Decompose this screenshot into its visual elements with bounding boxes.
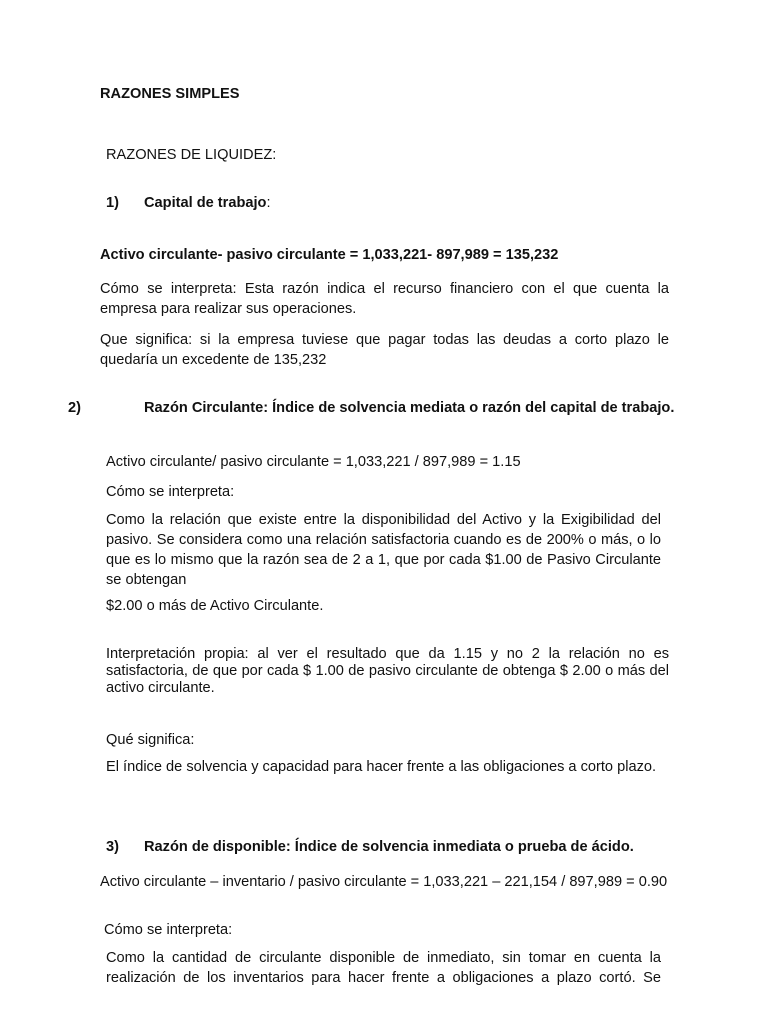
item3-heading-text: Razón de disponible: Índice de solvencia inmediata o prueba de ácido.	[144, 839, 634, 855]
item2-interpretation-label: Cómo se interpreta:	[106, 484, 235, 500]
item2-own-interpretation: Interpretación propia: al ver el resultado que da 1.15 y no 2 la relación no es satisfactoria, de que por cada $ 1.00 de pasivo circulante de obtenga $ 2.00 o más del activo circulante.	[106, 646, 669, 696]
item2-heading	[68, 399, 707, 419]
item1-interpretation: Cómo se interpreta: Esta razón indica el recurso financiero con el que cuenta la empresa para realizar sus operaciones.	[100, 281, 669, 317]
item2-meaning-label: Qué significa:	[106, 732, 195, 748]
section-heading: RAZONES DE LIQUIDEZ:	[106, 147, 277, 163]
item2-interpretation-continued: $2.00 o más de Activo Circulante.	[106, 598, 324, 614]
item2-formula: Activo circulante/ pasivo circulante = 1,033,221 / 897,989 = 1.15	[106, 454, 521, 470]
item2-number: 2)	[68, 400, 81, 416]
document-title: RAZONES SIMPLES	[100, 86, 240, 102]
item2-heading-text: Razón Circulante: Índice de solvencia mediata o razón del capital de trabajo.	[144, 400, 675, 416]
item2-interpretation-text: Como la relación que existe entre la disponibilidad del Activo y la Exigibilidad del pasivo. Se considera como una relación satisfactoria cuando es de 200% o más, o lo que es lo mismo que la razón sea de 2 a 1, que por cada $1.00 de Pasivo Circulante se obtengan	[106, 512, 661, 588]
item1-number: 1)	[106, 195, 119, 211]
item3-formula: Activo circulante – inventario / pasivo circulante = 1,033,221 – 221,154 / 897,989 = 0.90	[100, 874, 668, 890]
item3-heading	[106, 838, 669, 858]
item1-heading-colon: :	[266, 195, 271, 211]
item3-interpretation-text: Como la cantidad de circulante disponible de inmediato, sin tomar en cuenta la realización de los inventarios para hacer frente a obligaciones a plazo cortó. Se	[106, 950, 661, 986]
item3-number: 3)	[106, 839, 119, 855]
item1-heading	[106, 194, 675, 214]
item1-heading-text: Capital de trabajo	[144, 195, 267, 211]
item3-interpretation-label: Cómo se interpreta:	[104, 922, 233, 938]
item2-meaning-text: El índice de solvencia y capacidad para hacer frente a las obligaciones a corto plazo.	[106, 759, 657, 775]
item1-meaning: Que significa: si la empresa tuviese que pagar todas las deudas a corto plazo le quedaría un excedente de 135,232	[100, 332, 669, 368]
item1-formula: Activo circulante- pasivo circulante = 1,033,221- 897,989 = 135,232	[100, 247, 559, 263]
